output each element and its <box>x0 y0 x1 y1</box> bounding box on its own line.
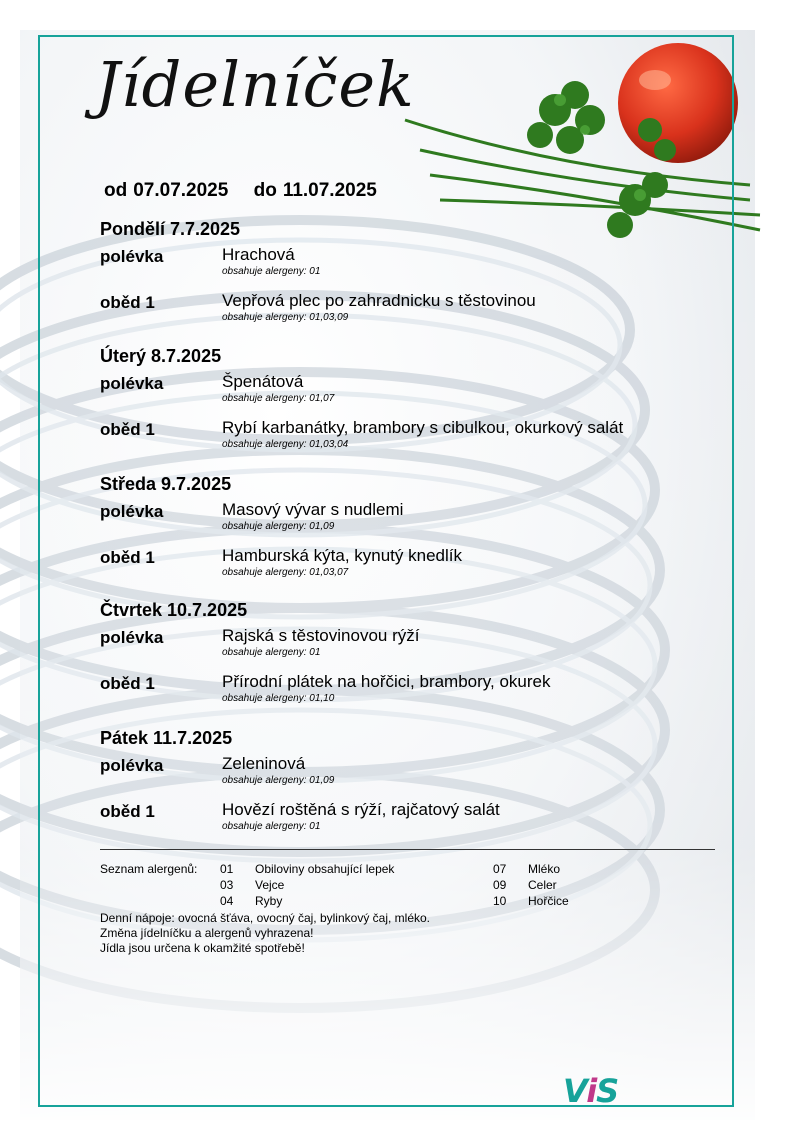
page-title: Jídelníček <box>95 48 415 121</box>
day-block <box>100 728 720 846</box>
notes <box>100 911 430 956</box>
main-row <box>100 672 720 718</box>
date-to <box>254 180 377 201</box>
allergen-names-col2 <box>528 861 569 909</box>
date-to-value: 11.07.2025 <box>282 180 377 201</box>
allergen-name: Vejce <box>255 878 285 892</box>
soup-allergens: obsahuje alergeny: 01,09 <box>222 775 335 786</box>
main-name: Hamburská kýta, kynutý knedlík <box>222 546 462 565</box>
main-name: Rybí karbanátky, brambory s cibulkou, okurkový salát <box>222 418 624 437</box>
day-heading: Pondělí 7.7.2025 <box>100 219 241 239</box>
soup-row <box>100 245 720 291</box>
date-to-label: do <box>253 180 277 201</box>
main-allergens: obsahuje alergeny: 01,03,04 <box>222 439 349 450</box>
day-heading: Čtvrtek 10.7.2025 <box>100 600 248 620</box>
main-label: oběd 1 <box>100 293 155 312</box>
day-block <box>100 219 720 337</box>
soup-name: Rajská s těstovinovou rýží <box>222 626 420 645</box>
note-drinks: Denní nápoje: ovocná šťáva, ovocný čaj, bylinkový čaj, mléko. <box>100 911 431 925</box>
soup-row <box>100 754 720 800</box>
soup-label: polévka <box>100 756 164 775</box>
allergen-name: Celer <box>528 878 557 892</box>
allergen-code: 03 <box>220 878 234 892</box>
soup-row <box>100 500 720 546</box>
allergen-code: 07 <box>493 862 507 876</box>
main-name: Přírodní plátek na hořčici, brambory, okurek <box>222 672 551 691</box>
soup-allergens: obsahuje alergeny: 01 <box>222 647 321 658</box>
main-label: oběd 1 <box>100 674 155 693</box>
main-name: Hovězí roštěná s rýží, rajčatový salát <box>222 800 500 819</box>
main-row <box>100 800 720 846</box>
logo-letter-i: i <box>586 1072 597 1110</box>
soup-allergens: obsahuje alergeny: 01,07 <box>222 393 335 404</box>
soup-allergens: obsahuje alergeny: 01 <box>222 266 321 277</box>
day-heading: Středa 9.7.2025 <box>100 474 232 494</box>
soup-label: polévka <box>100 502 164 521</box>
divider <box>100 849 715 850</box>
note-consumption: Jídla jsou určena k okamžité spotřebě! <box>100 941 305 955</box>
soup-name: Masový vývar s nudlemi <box>222 500 404 519</box>
allergen-name: Hořčice <box>528 894 569 908</box>
note-changes: Změna jídelníčku a alergenů vyhrazena! <box>100 926 314 940</box>
allergen-list-label: Seznam alergenů: <box>100 862 198 876</box>
soup-row <box>100 372 720 418</box>
main-row <box>100 291 720 337</box>
allergen-code: 10 <box>493 894 507 908</box>
main-name: Vepřová plec po zahradnicku s těstovinou <box>222 291 536 310</box>
allergen-names-col1 <box>255 861 394 909</box>
day-heading: Úterý 8.7.2025 <box>100 346 222 366</box>
day-block <box>100 346 720 464</box>
main-allergens: obsahuje alergeny: 01,03,09 <box>222 312 349 323</box>
day-block <box>100 474 720 592</box>
logo-letter-v: V <box>563 1072 587 1110</box>
allergen-code: 09 <box>493 878 507 892</box>
main-label: oběd 1 <box>100 420 155 439</box>
main-row <box>100 546 720 592</box>
vis-logo <box>563 1072 618 1110</box>
soup-label: polévka <box>100 247 164 266</box>
date-range <box>104 180 397 202</box>
main-allergens: obsahuje alergeny: 01 <box>222 821 321 832</box>
allergen-name: Obiloviny obsahující lepek <box>255 862 395 876</box>
soup-label: polévka <box>100 628 164 647</box>
soup-name: Špenátová <box>222 372 304 391</box>
allergen-code: 01 <box>220 862 234 876</box>
allergen-codes-col2 <box>493 861 506 909</box>
allergen-code: 04 <box>220 894 234 908</box>
date-from-value: 07.07.2025 <box>133 180 229 201</box>
soup-name: Zeleninová <box>222 754 306 773</box>
day-block <box>100 600 720 718</box>
main-allergens: obsahuje alergeny: 01,03,07 <box>222 567 349 578</box>
allergen-name: Mléko <box>528 862 561 876</box>
main-allergens: obsahuje alergeny: 01,10 <box>222 693 335 704</box>
date-from-label: od <box>104 180 128 201</box>
soup-allergens: obsahuje alergeny: 01,09 <box>222 521 335 532</box>
date-from <box>104 180 228 201</box>
main-row <box>100 418 720 464</box>
soup-name: Hrachová <box>222 245 295 264</box>
soup-label: polévka <box>100 374 164 393</box>
allergen-codes-col1 <box>220 861 233 909</box>
soup-row <box>100 626 720 672</box>
allergen-name: Ryby <box>255 894 283 908</box>
logo-letter-s: S <box>596 1072 619 1110</box>
main-label: oběd 1 <box>100 802 155 821</box>
day-heading: Pátek 11.7.2025 <box>100 728 233 748</box>
main-label: oběd 1 <box>100 548 155 567</box>
